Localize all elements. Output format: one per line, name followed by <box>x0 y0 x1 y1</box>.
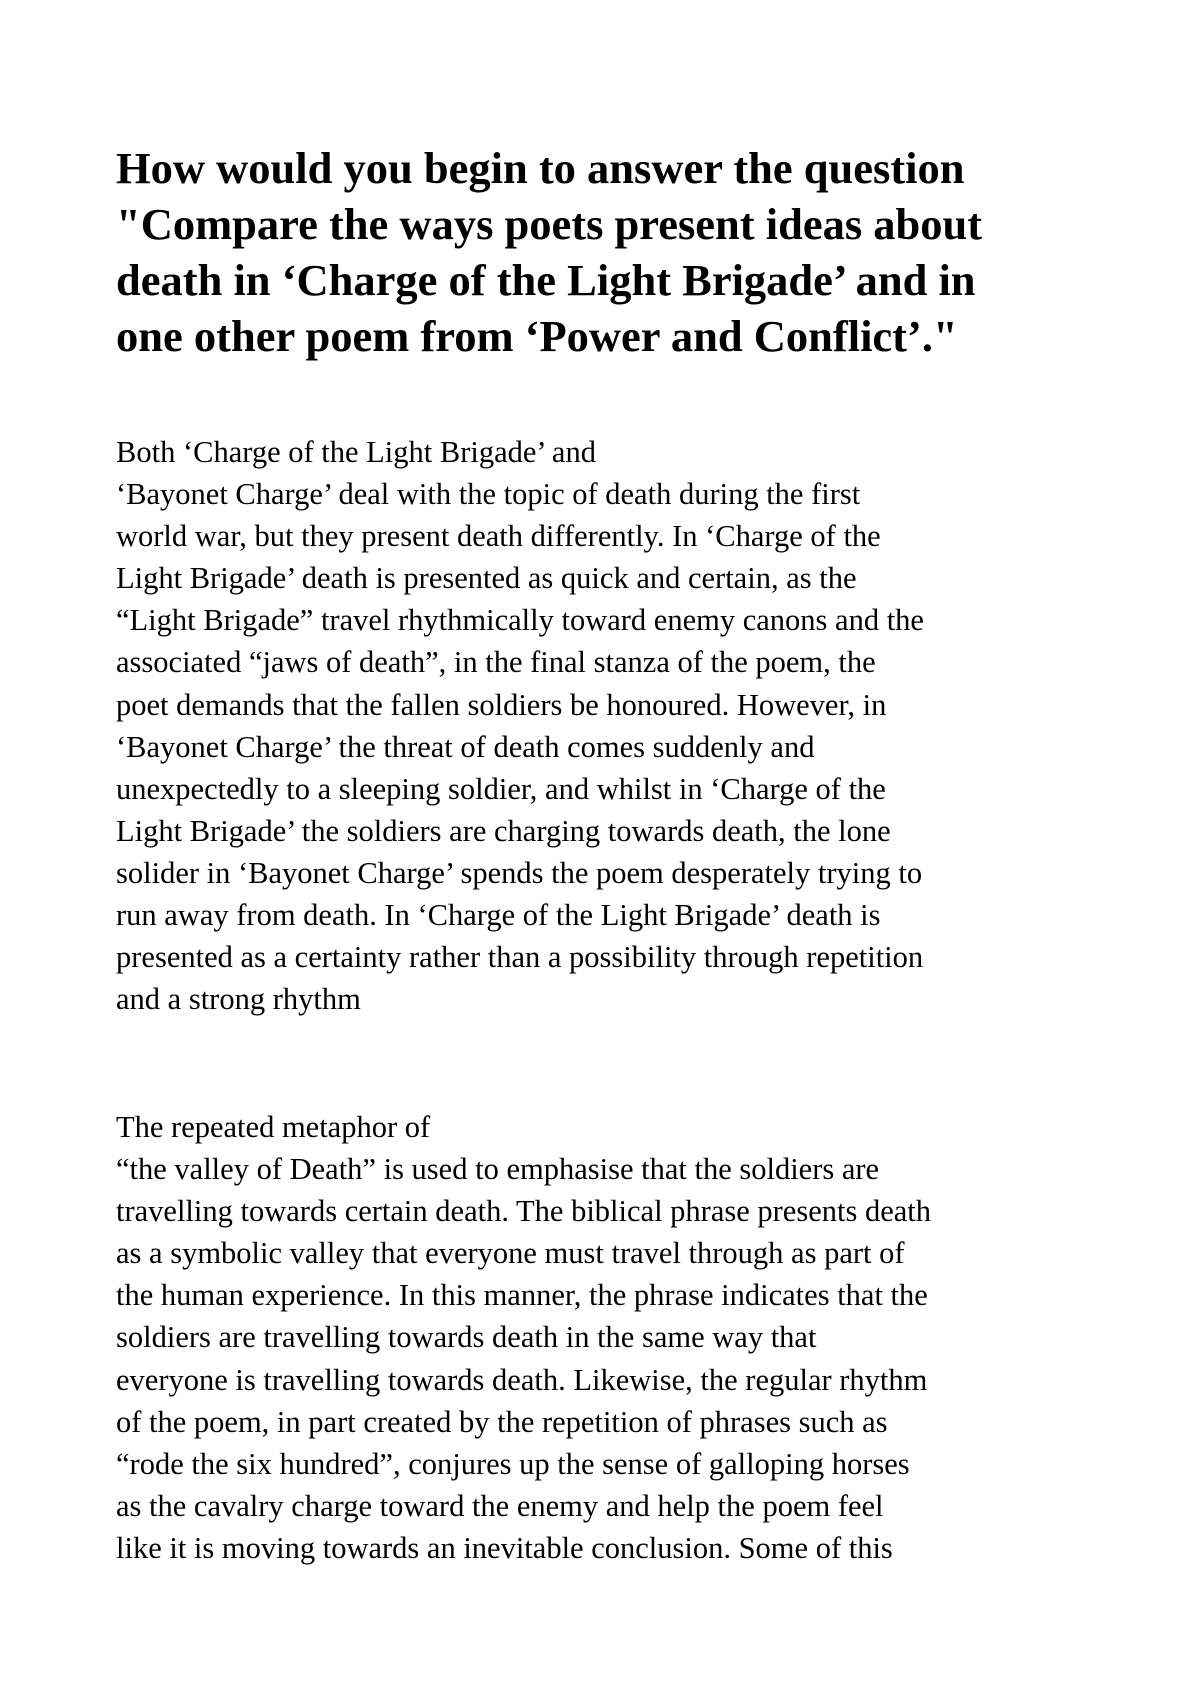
paragraph-valley-of-death: The repeated metaphor of “the valley of Death” is used to emphasise that the soldiers are travelling towards certain death. The biblical phrase presents death as a symbolic valley that everyone must travel through as part of the human experience. In this manner, the phrase indicates that the soldiers are travelling towards death in the same way that everyone is travelling towards death. Likewise, the regular rhythm of the poem, in part created by the repetition of phrases such as “rode the six hundred”, conjures up the sense of galloping horses as the cavalry charge toward the enemy and help the poem feel like it is moving towards an inevitable conclusion. Some of this <box>116 1110 932 1565</box>
paragraph-introduction: Both ‘Charge of the Light Brigade’ and ‘Bayonet Charge’ deal with the topic of death during the first world war, but they present death differently. In ‘Charge of the Light Brigade’ death is presented as quick and certain, as the “Light Brigade” travel rhythmically toward enemy canons and the associated “jaws of death”, in the final stanza of the poem, the poet demands that the fallen soldiers be honoured. However, in ‘Bayonet Charge’ the threat of death comes suddenly and unexpectedly to a sleeping soldier, and whilst in ‘Charge of the Light Brigade’ the soldiers are charging towards death, the lone solider in ‘Bayonet Charge’ spends the poem desperately trying to run away from death. In ‘Charge of the Light Brigade’ death is presented as a certainty rather than a possibility through repetition and a strong rhythm <box>116 435 924 1017</box>
question-title: How would you begin to answer the question "Compare the ways poets present ideas about death in ‘Charge of the Light Brigade’ and in one other poem from ‘Power and Conflict’." <box>116 143 983 361</box>
